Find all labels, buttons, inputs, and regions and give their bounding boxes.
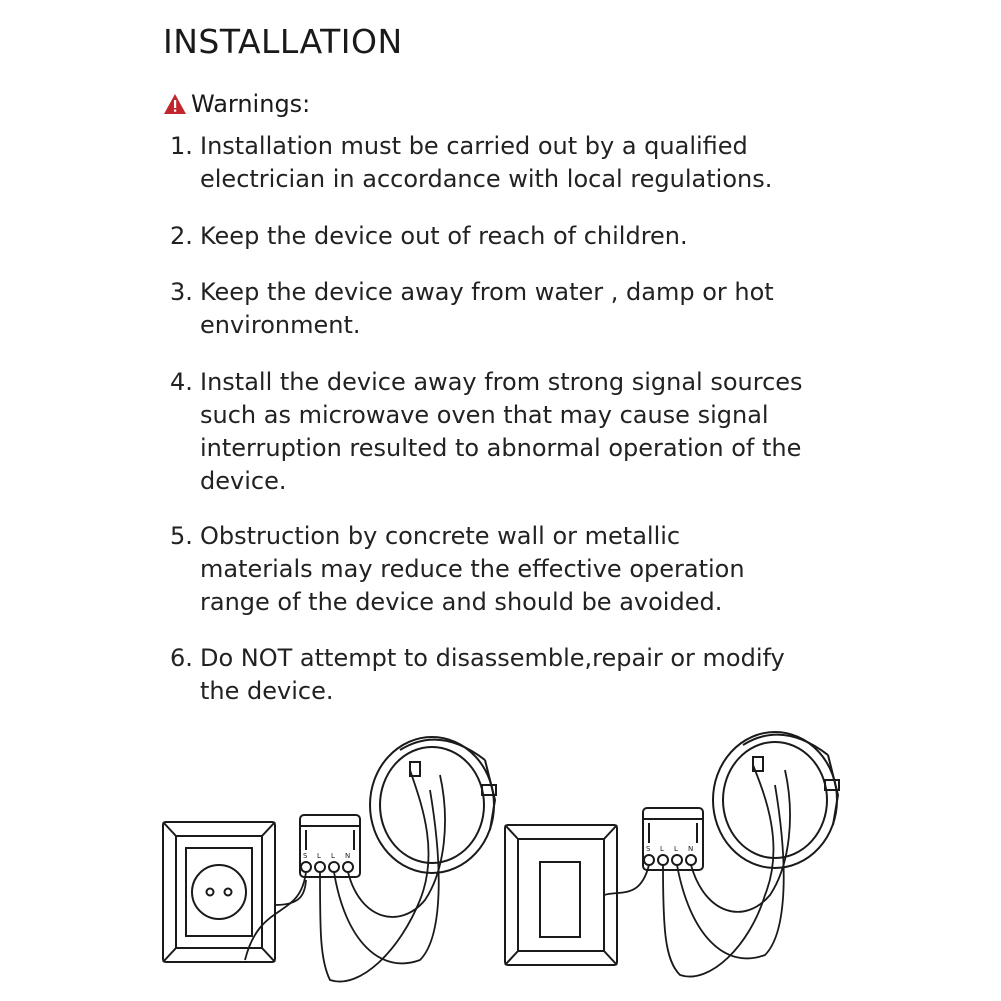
terminal-label: S [303, 852, 308, 860]
smart-module [300, 815, 360, 877]
warning-number: 6. [170, 644, 193, 672]
terminal-label: S [646, 845, 651, 853]
junction-box [713, 732, 839, 868]
warning-number: 4. [170, 368, 193, 396]
smart-module [643, 808, 703, 870]
warning-text: Keep the device out of reach of children. [200, 222, 688, 250]
warning-text: Obstruction by concrete wall or metallic materials may reduce the effective operation range of the device and should be avoided. [200, 522, 745, 616]
warning-number: 3. [170, 278, 193, 306]
warning-number: 2. [170, 222, 193, 250]
warnings-heading [163, 90, 310, 118]
warning-item-4 [170, 366, 840, 498]
wiring-diagram [0, 720, 1001, 1001]
socket-wiring-illustration [163, 737, 496, 982]
terminal-label: L [674, 845, 678, 853]
terminal-label: L [317, 852, 321, 860]
warning-item-5 [170, 520, 800, 619]
warning-item-2 [170, 220, 688, 253]
warning-number: 1. [170, 132, 193, 160]
warning-text: Do NOT attempt to disassemble,repair or modify the device. [200, 644, 785, 705]
warning-text: Installation must be carried out by a qualified electrician in accordance with local regulations. [200, 132, 773, 193]
warning-item-3 [170, 276, 800, 342]
warning-text: Keep the device away from water , damp or hot environment. [200, 278, 774, 339]
wall-switch [505, 825, 617, 965]
wall-socket [163, 822, 275, 962]
terminal-label: L [660, 845, 664, 853]
switch-wiring-illustration [505, 732, 839, 977]
warning-text: Install the device away from strong signal sources such as microwave oven that may cause signal interruption resulted to abnormal operation of the device. [200, 368, 803, 495]
warning-number: 5. [170, 522, 193, 550]
warning-item-1 [170, 130, 790, 196]
page-title: INSTALLATION [163, 22, 403, 61]
terminal-label: L [331, 852, 335, 860]
warning-item-6 [170, 642, 820, 708]
warning-triangle-icon [163, 93, 187, 115]
terminal-label: N [345, 852, 351, 860]
terminal-label: N [688, 845, 694, 853]
warnings-heading-label: Warnings: [191, 90, 311, 118]
